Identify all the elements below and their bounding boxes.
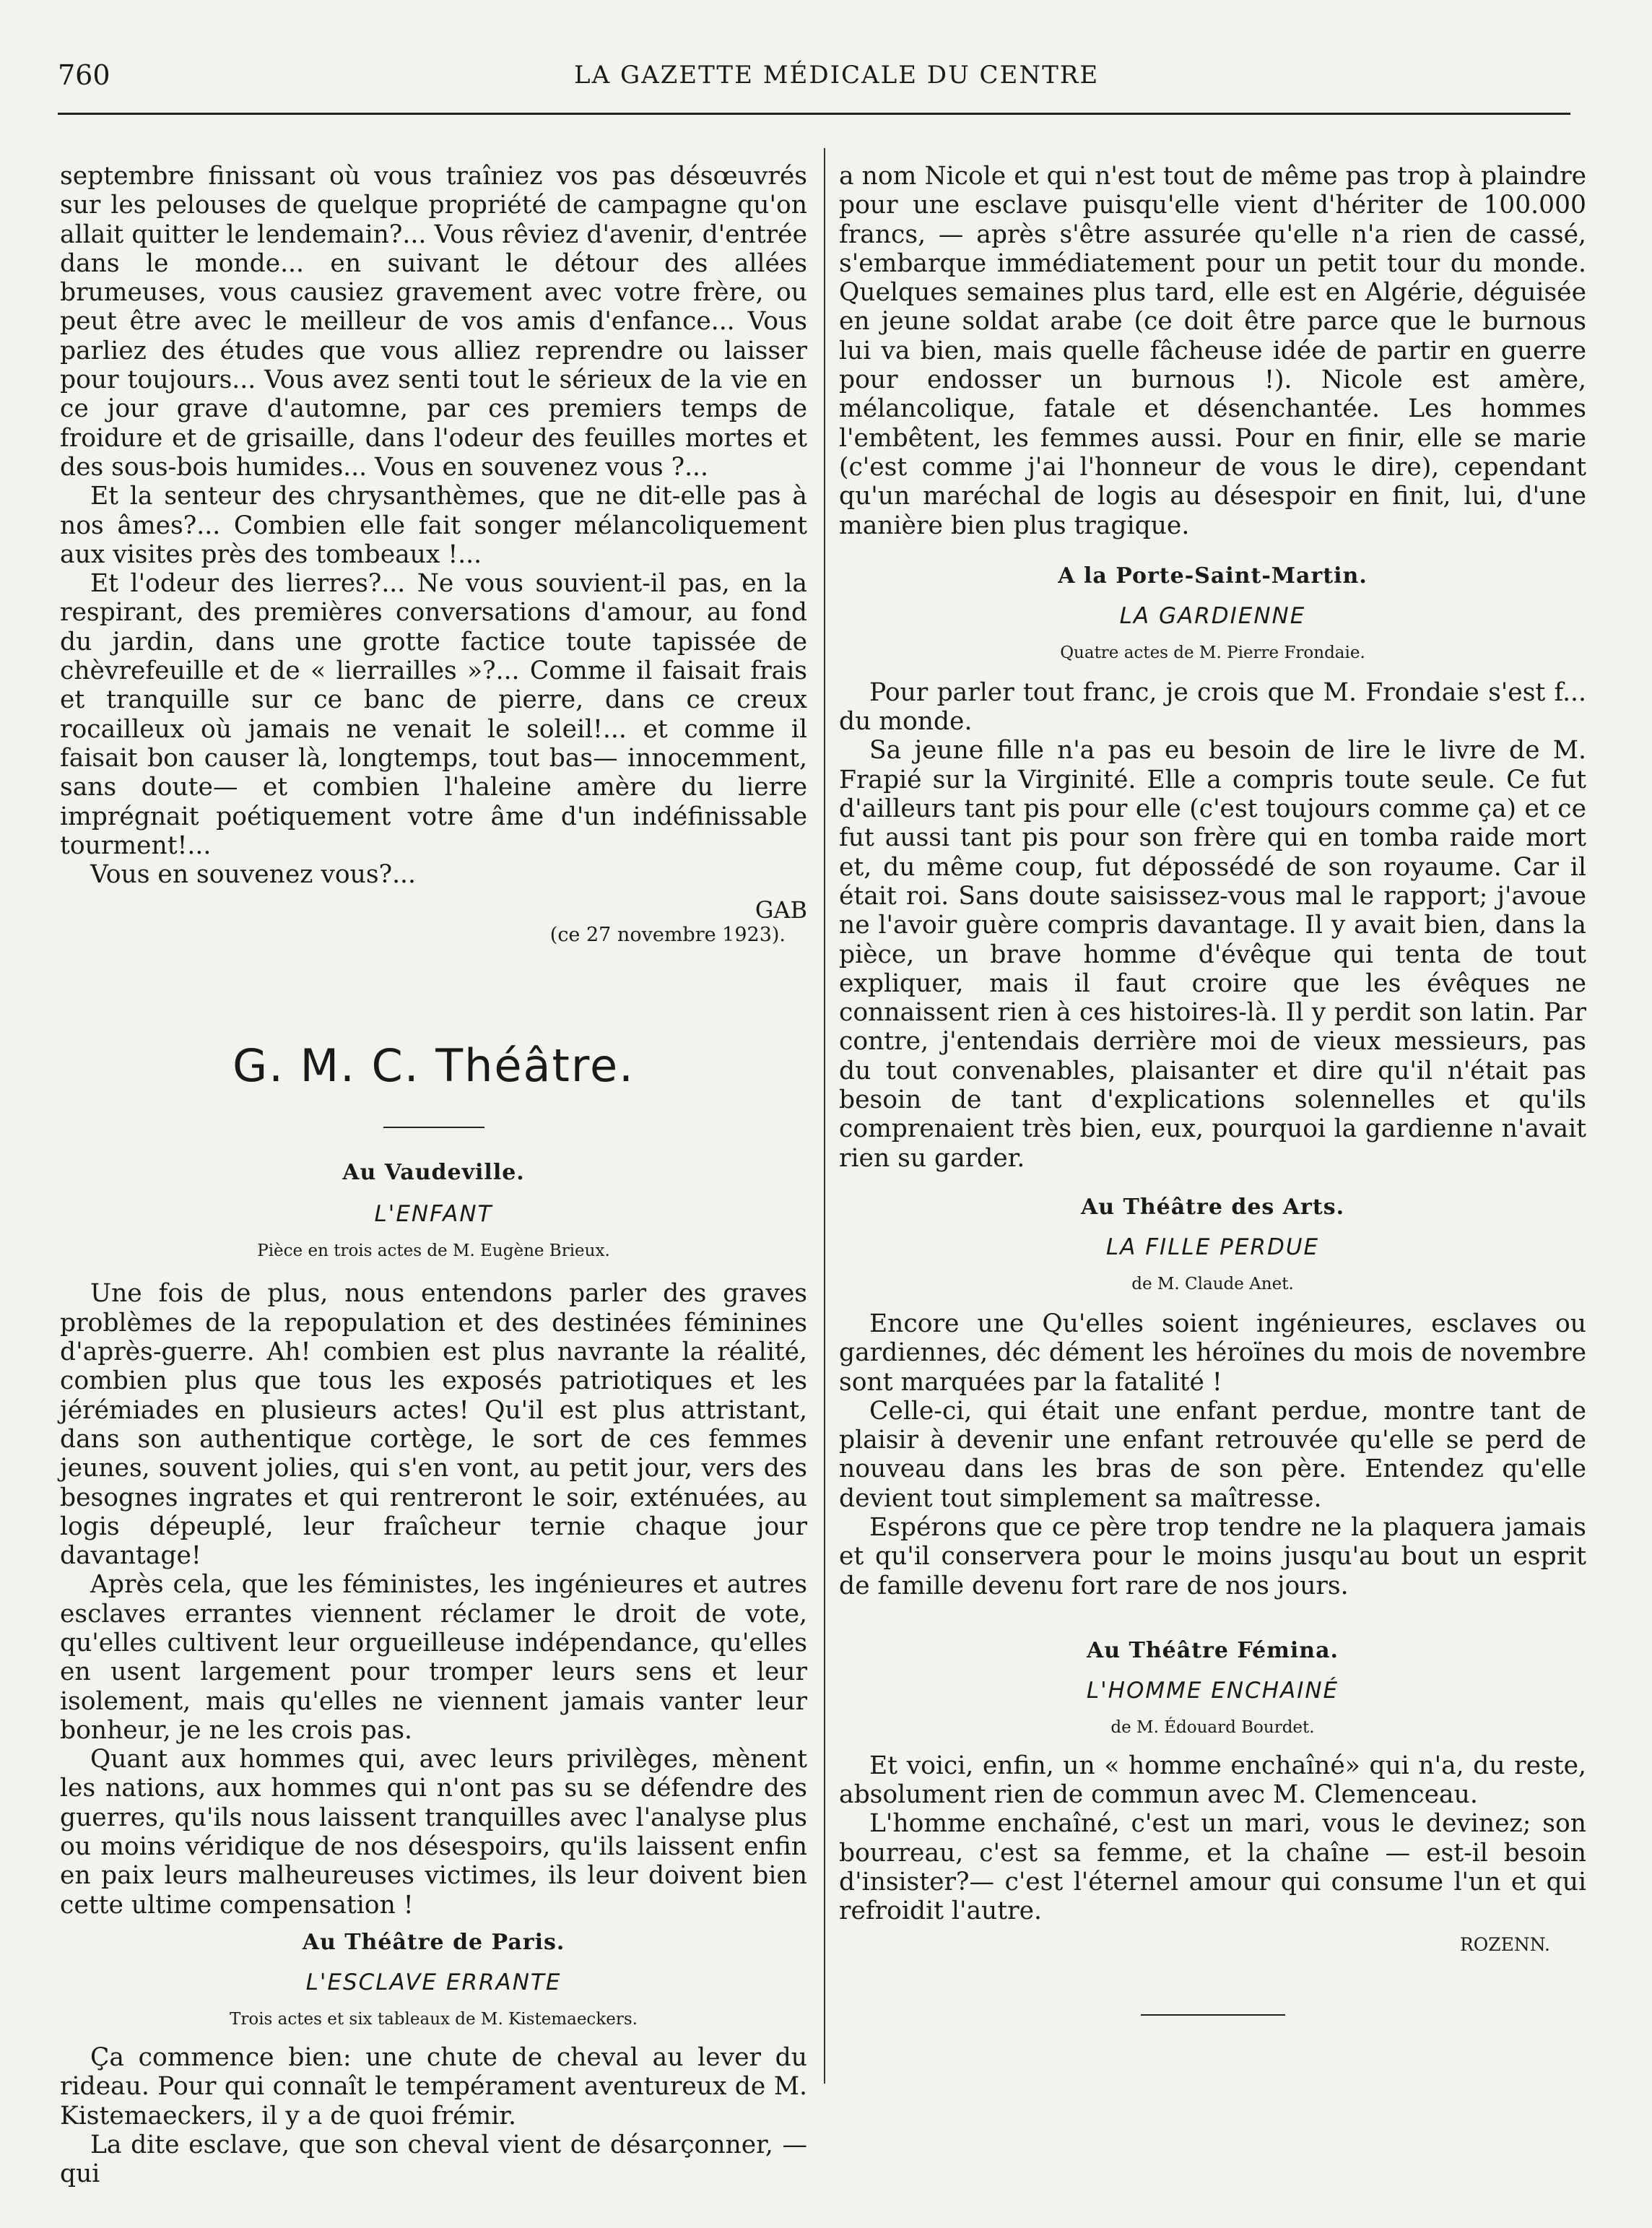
article-paragraph: septembre finissant où vous traîniez vos pas désœuvrés sur les pelouses de quelque propriété de campagne qu'on allait quitter le lendemain?... Vous rêviez d'avenir, d'entrée dans le monde... en suivant le détour des allées brumeuses, vous causiez gravement avec votre frère, ou peut être avec le meilleur de vos amis d'enfance... Vous parliez des études que vous alliez reprendre ou laisser pour toujours... Vous avez senti tout le sérieux de la vie en ce jour grave d'automne, par ces premiers temps de froidure et de grisaille, dans l'odeur des feuilles mortes et des sous-bois humides... Vous en souvenez vous ?... bbox=[60, 162, 807, 482]
article-paragraph: Et l'odeur des lierres?... Ne vous souvient-il pas, en la respirant, des premières conversations d'amour, au fond du jardin, dans une grotte factice toute tapissée de chèvrefeuille et de « lierrailles »?... Comme il faisait frais et tranquille sur ce banc de pierre, dans ce creux rocailleux où jamais ne venait le soleil!... et comme il faisait bon causer là, longtemps, tout bas— innocemment, sans doute— et combien l'haleine amère du lierre imprégnait poétiquement votre âme d'un indéfinissable tourment!... bbox=[60, 569, 807, 860]
page-number: 760 bbox=[58, 59, 110, 91]
signature: GAB bbox=[755, 896, 807, 924]
review-play-title: LA FILLE PERDUE bbox=[1105, 1234, 1320, 1260]
review-paragraph: Encore une Qu'elles soient ingénieures, esclaves ou gardiennes, déc dément les héroïnes du mois de novembre sont marquées par la fatalité ! bbox=[839, 1309, 1586, 1397]
signature: ROZENN. bbox=[1459, 1933, 1550, 1955]
column-divider bbox=[824, 148, 825, 2084]
review-play-title: LA GARDIENNE bbox=[1119, 602, 1306, 629]
review-venue: Au Vaudeville. bbox=[342, 1160, 525, 1186]
review-paragraph: La dite esclave, que son cheval vient de désarçonner, —qui bbox=[60, 2130, 807, 2189]
article-paragraph: Et la senteur des chrysanthèmes, que ne dit-elle pas à nos âmes?... Combien elle fait songer mélancoliquement aux visites près des tombeaux !... bbox=[60, 482, 807, 569]
review-paragraph: Ça commence bien: une chute de cheval au lever du rideau. Pour qui connaît le tempérament aventureux de M. Kistemaeckers, il y a de quoi frémir. bbox=[60, 2042, 807, 2131]
review-play-title: L'HOMME ENCHAINÉ bbox=[1086, 1677, 1339, 1704]
right-column bbox=[839, 162, 1586, 2016]
review-paragraph: Pour parler tout franc, je crois que M. Frondaie s'est f... du monde. bbox=[839, 677, 1586, 737]
review-venue: Au Théâtre Fémina. bbox=[1087, 1637, 1339, 1663]
review-paragraph: Une fois de plus, nous entendons parler des graves problèmes de la repopulation et des destinées féminines d'après-guerre. Ah! combien est plus navrante la réalité, combien plus que tous les exposés patriotiques et les jérémiades en plusieurs actes! Qu'il est plus attristant, dans son authentique cortège, le sort de ces femmes jeunes, souvent jolies, qui s'en vont, au petit jour, vers des besognes ingrates et qui rentreront le soir, exténuées, au logis dépeuplé, leur fraîcheur ternie chaque jour davantage! bbox=[60, 1279, 807, 1571]
review-paragraph: L'homme enchaîné, c'est un mari, vous le devinez; son bourreau, c'est sa femme, et la chaîne — est-il besoin d'insister?— c'est l'éternel amour qui consume l'un et qui refroidit l'autre. bbox=[839, 1809, 1586, 1926]
review-paragraph: Quant aux hommes qui, avec leurs privilèges, mènent les nations, aux hommes qui n'ont pas su se défendre des guerres, qu'ils nous laissent tranquilles avec l'analyse plus ou moins véridique de nos désespoirs, qu'ils laissent enfin en paix leurs malheureuses victimes, ils leur doivent bien cette ultime compensation ! bbox=[60, 1745, 807, 1920]
signature-date: (ce 27 novembre 1923). bbox=[549, 924, 786, 947]
review-author: de M. Claude Anet. bbox=[1131, 1274, 1294, 1293]
review-play-title: L'ENFANT bbox=[374, 1201, 493, 1228]
review-author: de M. Édouard Bourdet. bbox=[1110, 1717, 1315, 1737]
section-title: G. M. C. Théâtre. bbox=[232, 1039, 635, 1093]
review-paragraph: Après cela, que les féministes, les ingénieures et autres esclaves errantes viennent réclamer le droit de vote, qu'elles cultivent leur orgueilleuse indépendance, qu'elles en usent largement pour tromper leurs sens et leur isolement, mais qu'elles ne viennent jamais vanter leur bonheur, je ne les crois pas. bbox=[60, 1570, 807, 1745]
end-rule bbox=[1141, 2014, 1285, 2016]
review-venue: A la Porte-Saint-Martin. bbox=[1058, 563, 1368, 589]
review-venue: Au Théâtre des Arts. bbox=[1080, 1194, 1345, 1220]
journal-title: LA GAZETTE MÉDICALE DU CENTRE bbox=[574, 61, 1100, 90]
review-author: Trois actes et six tableaux de M. Kistemaeckers. bbox=[230, 2009, 638, 2029]
section-rule bbox=[383, 1127, 484, 1128]
review-play-title: L'ESCLAVE ERRANTE bbox=[305, 1969, 562, 1995]
review-paragraph: Et voici, enfin, un « homme enchaîné» qui n'a, du reste, absolument rien de commun avec M. Clemenceau. bbox=[839, 1751, 1586, 1810]
left-column bbox=[60, 162, 807, 2188]
review-author: Pièce en trois actes de M. Eugène Brieux. bbox=[257, 1241, 610, 1261]
page-header bbox=[58, 59, 1570, 97]
header-rule bbox=[58, 113, 1570, 115]
review-venue: Au Théâtre de Paris. bbox=[302, 1929, 565, 1955]
article-paragraph: a nom Nicole et qui n'est tout de même pas trop à plaindre pour une esclave puisqu'elle vient d'hériter de 100.000 francs, — après s'être assurée qu'elle n'a rien de cassé, s'embarque immédiatement pour un petit tour du monde. Quelques semaines plus tard, elle est en Algérie, déguisée en jeune soldat arabe (ce doit être parce que le burnous lui va bien, mais quelle fâcheuse idée de partir en guerre pour endosser un burnous !). Nicole est amère, mélancolique, fatale et désenchantée. Les hommes l'embêtent, les femmes aussi. Pour en finir, elle se marie (c'est comme j'ai l'honneur de vous le dire), cependant qu'un maréchal de logis au désespoir en finit, lui, d'une manière bien plus tragique. bbox=[839, 162, 1586, 540]
review-paragraph: Sa jeune fille n'a pas eu besoin de lire le livre de M. Frapié sur la Virginité. Elle a compris toute seule. Ce fut d'ailleurs tant pis pour elle (c'est toujours comme ça) et ce fut aussi tant pis pour son frère qui en tomba raide mort et, du même coup, fut dépossédé de son royaume. Car il était roi. Sans doute saisissez-vous mal le rapport; j'avoue ne l'avoir guère compris davantage. Il y avait bien, dans la pièce, un brave homme d'évêque qui tenta de tout expliquer, mais il faut croire que les évêques ne connaissent rien à ces histoires-là. Il y perdit son latin. Par contre, j'entendais derrière moi de vieux messieurs, pas du tout convenables, plaisanter et dire qu'il n'était pas besoin de tant d'explications solennelles et qu'ils comprenaient très bien, eux, pourquoi la gardienne n'avait rien su garder. bbox=[839, 736, 1586, 1173]
review-paragraph: Celle-ci, qui était une enfant perdue, montre tant de plaisir à devenir une enfant retrouvée qu'elle se perd de nouveau dans les bras de son père. Entendez qu'elle devient tout simplement sa maîtresse. bbox=[839, 1396, 1586, 1513]
article-paragraph: Vous en souvenez vous?... bbox=[90, 860, 416, 890]
review-author: Quatre actes de M. Pierre Frondaie. bbox=[1060, 643, 1365, 662]
review-paragraph: Espérons que ce père trop tendre ne la plaquera jamais et qu'il conservera pour le moins jusqu'au bout un esprit de famille devenu fort rare de nos jours. bbox=[839, 1512, 1586, 1600]
